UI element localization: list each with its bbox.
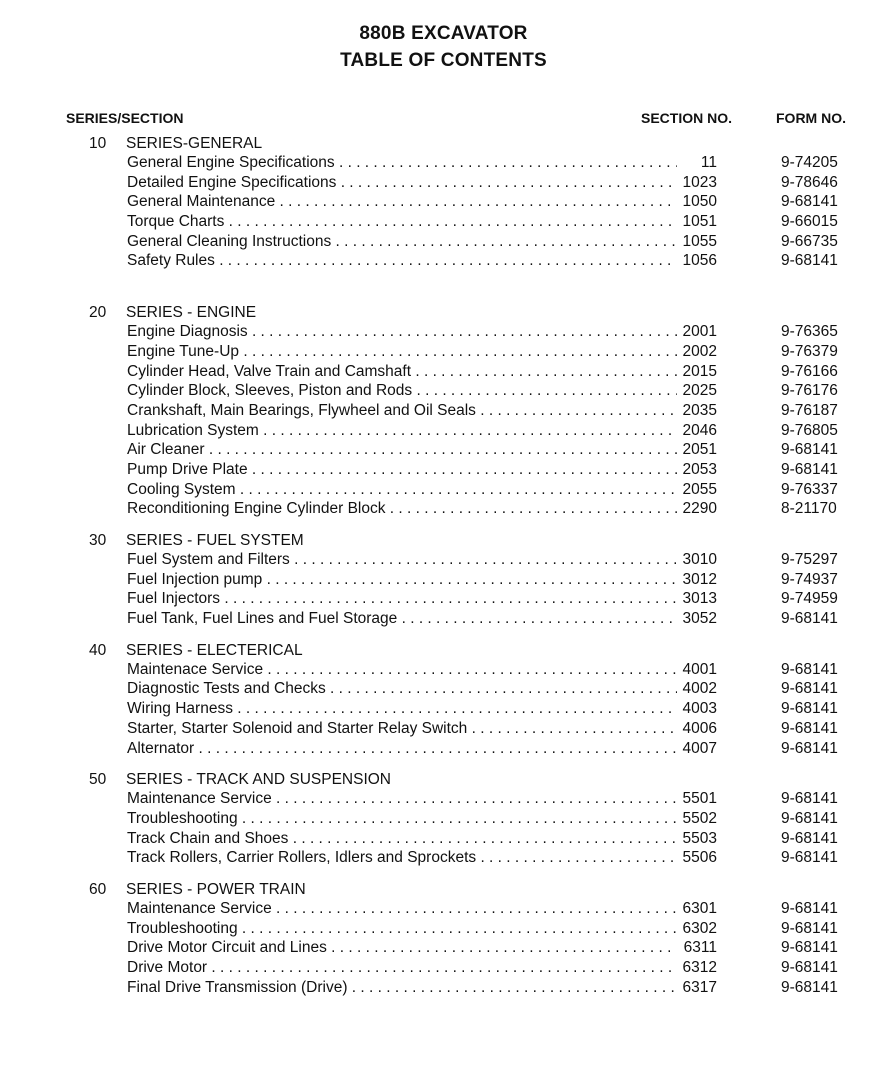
entry-title: Troubleshooting . . . (127, 920, 677, 938)
entry-title: Pump Drive Plate . . . (127, 461, 677, 479)
toc-entry (0, 679, 887, 699)
series-block (0, 133, 887, 271)
entry-form-number: 9-68141 (781, 441, 838, 459)
series-block (0, 302, 887, 519)
entry-form-number: 9-66015 (781, 213, 838, 231)
entry-form-number: 9-68141 (781, 610, 838, 628)
table-of-contents (0, 133, 887, 997)
entry-form-number: 9-68141 (781, 829, 838, 847)
entry-section-number: 4001 (677, 661, 717, 679)
toc-entry (0, 499, 887, 519)
entry-section-number: 11 (677, 154, 717, 172)
toc-entry (0, 322, 887, 342)
entry-form-number: 9-68141 (781, 252, 838, 270)
entry-section-number: 2290 (677, 500, 717, 518)
entry-title: Fuel Injection pump . . . (127, 571, 677, 589)
toc-entry (0, 570, 887, 590)
entry-title: Air Cleaner . . . (127, 441, 677, 459)
toc-entry (0, 719, 887, 739)
entry-title: Alternator . . . (127, 740, 677, 758)
series-number: 50 (89, 771, 107, 789)
entry-form-number: 9-68141 (781, 790, 838, 808)
entry-form-number: 9-75297 (781, 551, 838, 568)
entry-title: Fuel Tank, Fuel Lines and Fuel Storage . . . (127, 610, 677, 628)
series-heading (0, 879, 887, 899)
entry-section-number: 1056 (677, 252, 717, 270)
toc-entry (0, 789, 887, 809)
entry-form-number: 9-68141 (781, 660, 838, 678)
entry-title: Reconditioning Engine Cylinder Block . . . (127, 500, 677, 518)
entry-section-number: 2002 (677, 343, 717, 361)
toc-entry (0, 958, 887, 978)
entry-title: Final Drive Transmission (Drive) . . . (127, 979, 677, 997)
toc-entry (0, 609, 887, 629)
entry-title: Crankshaft, Main Bearings, Flywheel and Oil Seals . . . (127, 402, 677, 420)
entry-title: Detailed Engine Specifications . . . (127, 174, 677, 192)
entry-section-number: 2053 (677, 461, 717, 479)
entry-form-number: 9-68141 (781, 899, 838, 917)
series-number: 30 (89, 532, 107, 549)
series-heading (0, 133, 887, 153)
toc-entry (0, 173, 887, 193)
entry-title: Engine Diagnosis . . . (127, 323, 677, 341)
entry-section-number: 2051 (677, 441, 717, 459)
entry-section-number: 2025 (677, 382, 717, 400)
entry-section-number: 3010 (677, 551, 717, 569)
toc-entry (0, 809, 887, 829)
entry-section-number: 4006 (677, 720, 717, 738)
entry-title: General Cleaning Instructions . . . (127, 233, 677, 251)
series-heading (0, 530, 887, 550)
entry-title: Safety Rules . . . (127, 252, 677, 270)
document-subtitle: TABLE OF CONTENTS (340, 50, 547, 71)
entry-form-number: 9-74205 (781, 154, 838, 171)
entry-section-number: 5503 (677, 830, 717, 848)
entry-title: Track Chain and Shoes . . . (127, 830, 677, 848)
toc-entry (0, 829, 887, 849)
toc-entry (0, 699, 887, 719)
entry-title: Diagnostic Tests and Checks . . . (127, 680, 677, 698)
entry-section-number: 2055 (677, 481, 717, 499)
toc-entry (0, 251, 887, 271)
toc-entry (0, 589, 887, 609)
entry-title: Torque Charts . . . (127, 213, 677, 231)
entry-form-number: 9-68141 (781, 939, 838, 957)
entry-form-number: 9-68141 (781, 739, 838, 757)
series-name: SERIES - TRACK AND SUSPENSION (126, 771, 391, 789)
entry-section-number: 5501 (677, 790, 717, 808)
toc-entry (0, 232, 887, 252)
series-heading (0, 302, 887, 322)
entry-section-number: 1051 (677, 213, 717, 231)
toc-entry (0, 848, 887, 868)
toc-entry (0, 381, 887, 401)
entry-section-number: 2001 (677, 323, 717, 341)
series-block (0, 879, 887, 997)
series-heading (0, 640, 887, 660)
series-number: 20 (89, 304, 107, 322)
toc-entry (0, 460, 887, 480)
entry-title: Track Rollers, Carrier Rollers, Idlers and Sprockets . . . (127, 849, 677, 867)
toc-entry (0, 739, 887, 759)
entry-section-number: 6312 (677, 959, 717, 977)
entry-form-number: 9-76379 (781, 342, 838, 360)
toc-entry (0, 421, 887, 441)
toc-entry (0, 362, 887, 382)
header-series-section: SERIES/SECTION (66, 110, 184, 126)
entry-form-number: 9-68141 (781, 959, 838, 976)
series-block (0, 769, 887, 868)
entry-form-number: 9-74959 (781, 590, 838, 608)
toc-entry (0, 153, 887, 173)
entry-section-number: 2035 (677, 402, 717, 420)
header-section-no: SECTION NO. (641, 110, 733, 126)
series-number: 10 (89, 135, 107, 152)
toc-entry (0, 978, 887, 998)
entry-title: Fuel Injectors . . . (127, 590, 677, 608)
toc-entry (0, 342, 887, 362)
entry-form-number: 9-76176 (781, 382, 838, 400)
series-name: SERIES - ENGINE (126, 304, 257, 322)
entry-section-number: 6317 (677, 979, 717, 997)
entry-title: Cylinder Block, Sleeves, Piston and Rods . . . (127, 382, 677, 400)
entry-form-number: 9-68141 (781, 978, 838, 996)
series-block (0, 640, 887, 758)
entry-section-number: 3012 (677, 571, 717, 589)
entry-title: Cooling System . . . (127, 481, 677, 499)
series-number: 40 (89, 641, 107, 659)
entry-section-number: 4003 (677, 700, 717, 718)
entry-section-number: 2015 (677, 363, 717, 381)
entry-form-number: 8-21170 (781, 500, 837, 518)
entry-title: Maintenance Service . . . (127, 790, 677, 808)
entry-form-number: 9-76166 (781, 362, 838, 380)
entry-form-number: 9-66735 (781, 232, 838, 250)
series-name: SERIES - POWER TRAIN (126, 880, 306, 898)
toc-entry (0, 899, 887, 919)
entry-title: Starter, Starter Solenoid and Starter Relay Switch . . . (127, 720, 677, 738)
entry-title: Drive Motor . . . (127, 959, 677, 977)
entry-title: General Maintenance . . . (127, 193, 677, 211)
toc-entry (0, 440, 887, 460)
entry-section-number: 1050 (677, 193, 717, 211)
entry-form-number: 9-68141 (781, 193, 838, 211)
entry-title: Cylinder Head, Valve Train and Camshaft . . . (127, 363, 677, 381)
toc-entry (0, 938, 887, 958)
entry-form-number: 9-76805 (781, 421, 838, 439)
entry-title: Maintenace Service . . . (127, 661, 677, 679)
entry-title: Troubleshooting . . . (127, 810, 677, 828)
header-form-no: FORM NO. (776, 110, 846, 126)
entry-section-number: 4007 (677, 740, 717, 758)
series-heading (0, 769, 887, 789)
entry-section-number: 4002 (677, 680, 717, 698)
entry-title: Lubrication System . . . (127, 422, 677, 440)
entry-section-number: 6302 (677, 920, 717, 938)
entry-section-number: 3013 (677, 590, 717, 608)
entry-form-number: 9-68141 (781, 700, 838, 718)
entry-form-number: 9-76187 (781, 401, 838, 419)
toc-entry (0, 401, 887, 421)
entry-title: General Engine Specifications . . . (127, 154, 677, 172)
entry-section-number: 1055 (677, 233, 717, 251)
document-title: 880B EXCAVATOR (359, 23, 528, 44)
entry-form-number: 9-68141 (781, 849, 838, 867)
entry-section-number: 2046 (677, 422, 717, 440)
series-name: SERIES - FUEL SYSTEM (126, 532, 304, 549)
entry-form-number: 9-74937 (781, 570, 838, 588)
toc-entry (0, 480, 887, 500)
toc-entry (0, 660, 887, 680)
entry-form-number: 9-68141 (781, 680, 838, 698)
toc-entry (0, 550, 887, 570)
series-name: SERIES-GENERAL (126, 135, 263, 152)
toc-entry (0, 192, 887, 212)
toc-entry (0, 212, 887, 232)
entry-title: Drive Motor Circuit and Lines . . . (127, 939, 677, 957)
entry-section-number: 5506 (677, 849, 717, 867)
entry-form-number: 9-76365 (781, 323, 838, 341)
entry-form-number: 9-76337 (781, 480, 838, 498)
series-block (0, 530, 887, 629)
entry-section-number: 5502 (677, 810, 717, 828)
entry-form-number: 9-68141 (781, 809, 838, 827)
entry-form-number: 9-68141 (781, 919, 838, 937)
series-number: 60 (89, 880, 107, 898)
series-name: SERIES - ELECTERICAL (126, 641, 303, 659)
entry-form-number: 9-78646 (781, 173, 838, 191)
entry-title: Wiring Harness . . . (127, 700, 677, 718)
entry-section-number: 1023 (677, 174, 717, 192)
entry-section-number: 6301 (677, 900, 717, 918)
entry-section-number: 3052 (677, 610, 717, 628)
entry-section-number: 6311 (677, 939, 717, 957)
entry-form-number: 9-68141 (781, 719, 838, 737)
entry-title: Engine Tune-Up . . . (127, 343, 677, 361)
toc-entry (0, 919, 887, 939)
entry-form-number: 9-68141 (781, 460, 838, 478)
entry-title: Fuel System and Filters . . . (127, 551, 677, 569)
entry-title: Maintenance Service . . . (127, 900, 677, 918)
